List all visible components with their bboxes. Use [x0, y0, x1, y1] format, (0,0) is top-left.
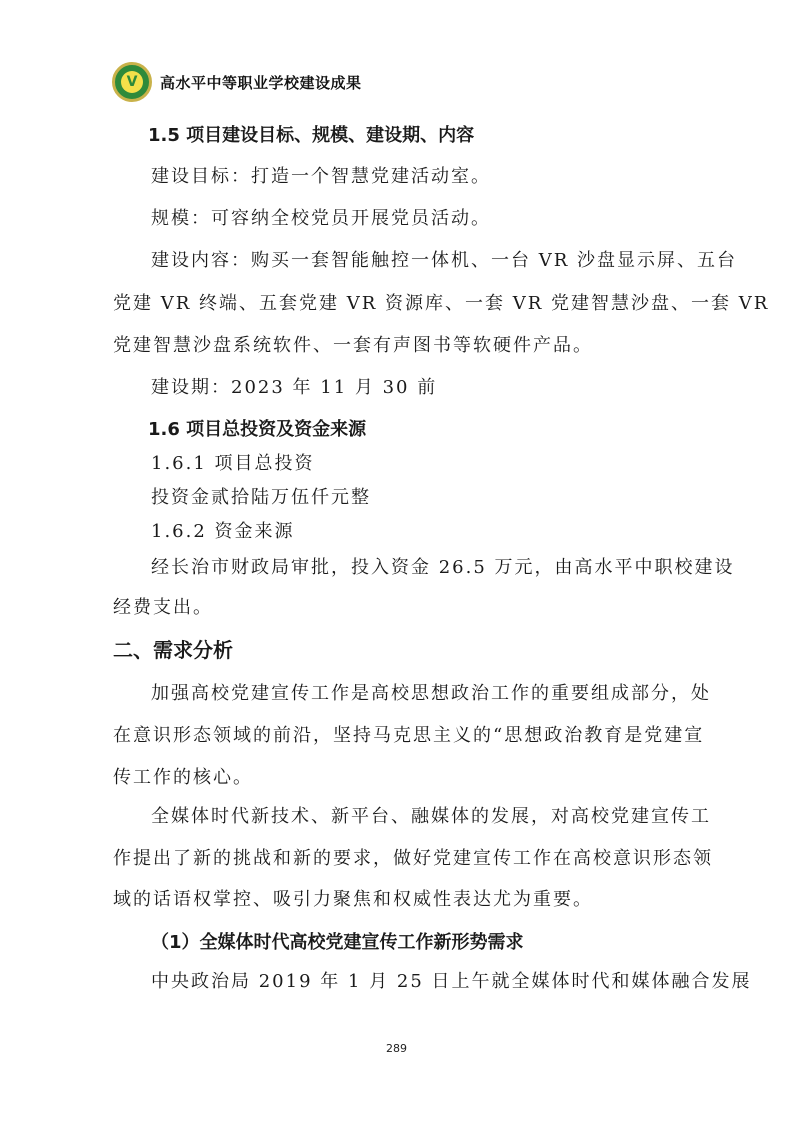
paragraph-2-line-1: 全媒体时代新技术、新平台、融媒体的发展，对高校党建宣传工 [151, 806, 711, 827]
subsection-1-6-2: 1.6.2 资金来源 [151, 521, 295, 542]
subsection-1-6-1: 1.6.1 项目总投资 [151, 453, 315, 474]
scale-text: 规模：可容纳全校党员开展党员活动。 [151, 208, 491, 229]
period-text: 建设期：2023 年 11 月 30 前 [151, 377, 438, 398]
section-2-heading: 二、需求分析 [113, 638, 233, 662]
paragraph-1-line-1: 加强高校党建宣传工作是高校思想政治工作的重要组成部分，处 [151, 683, 711, 704]
content-text-line-3: 党建智慧沙盘系统软件、一套有声图书等软硬件产品。 [113, 335, 593, 356]
paragraph-2-line-3: 域的话语权掌控、吸引力聚焦和权威性表达尤为重要。 [113, 889, 593, 910]
content-text-line-2: 党建 VR 终端、五套党建 VR 资源库、一套 VR 党建智慧沙盘、一套 VR [113, 293, 770, 314]
funding-text-line-2: 经费支出。 [113, 597, 213, 618]
funding-text-line-1: 经长治市财政局审批，投入资金 26.5 万元，由高水平中职校建设 [151, 557, 735, 578]
page-number: 289 [386, 1042, 407, 1055]
section-1-6-heading: 1.6 项目总投资及资金来源 [148, 419, 367, 440]
subsection-1-heading: （1）全媒体时代高校党建宣传工作新形势需求 [151, 932, 524, 953]
paragraph-1-line-3: 传工作的核心。 [113, 767, 253, 788]
paragraph-3-line-1: 中央政治局 2019 年 1 月 25 日上午就全媒体时代和媒体融合发展 [151, 971, 752, 992]
investment-text: 投资金贰拾陆万伍仟元整 [151, 487, 371, 508]
paragraph-1-line-2: 在意识形态领域的前沿，坚持马克思主义的“思想政治教育是党建宣 [113, 725, 705, 746]
page-header [112, 62, 362, 102]
school-badge-icon: V [112, 62, 152, 102]
content-text-line-1: 建设内容：购买一套智能触控一体机、一台 VR 沙盘显示屏、五台 [151, 250, 737, 271]
section-1-5-heading: 1.5 项目建设目标、规模、建设期、内容 [148, 125, 475, 146]
header-title: 高水平中等职业学校建设成果 [160, 73, 362, 92]
goal-text: 建设目标：打造一个智慧党建活动室。 [151, 166, 491, 187]
paragraph-2-line-2: 作提出了新的挑战和新的要求，做好党建宣传工作在高校意识形态领 [113, 848, 713, 869]
